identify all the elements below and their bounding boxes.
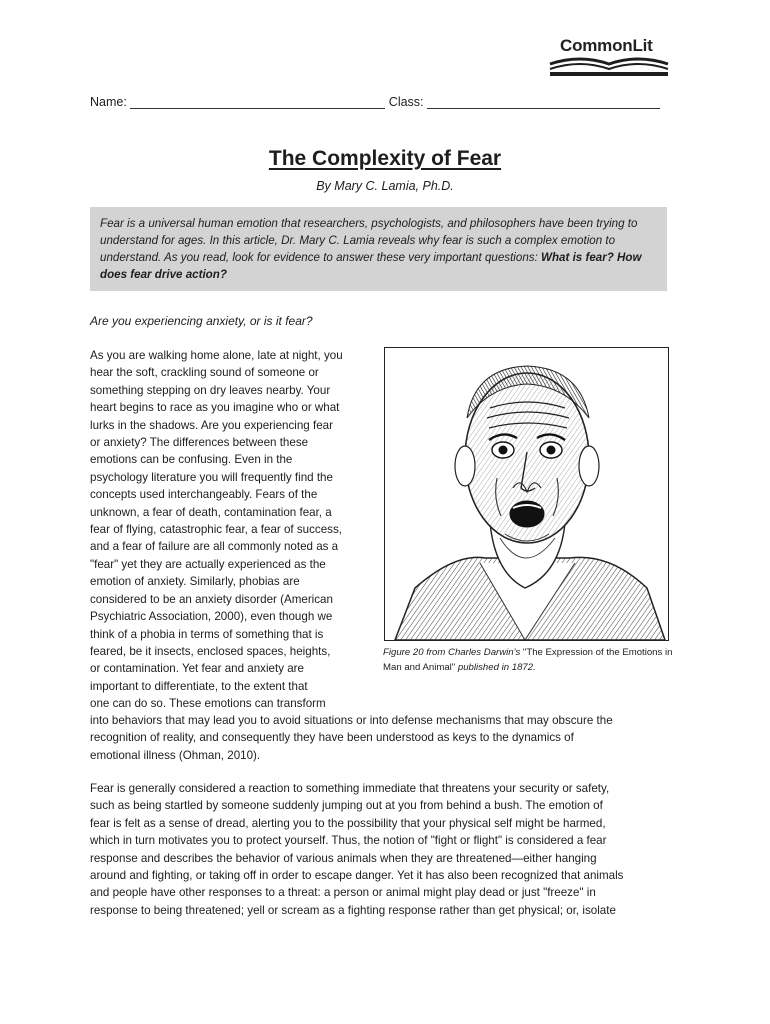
name-field[interactable] xyxy=(130,96,385,109)
text-line: think of a phobia in terms of something that is xyxy=(90,627,324,641)
text-line: into behaviors that may lead you to avoid situations or into defense mechanisms that may obscure the xyxy=(90,714,613,727)
text-line: emotions can be confusing. Even in the xyxy=(90,453,293,467)
text-line: heart begins to race as you imagine who or what xyxy=(90,401,340,415)
text-line: fear is felt as a sense of dread, alerting you to the possibility that your physical self might be harmed, xyxy=(90,816,606,830)
text-line: one can do so. These emotions can transform xyxy=(90,697,326,711)
caption-suffix: published in 1872. xyxy=(455,662,536,673)
intro-box xyxy=(90,207,667,291)
text-line: considered to be an anxiety disorder (American xyxy=(90,592,333,606)
text-line: Psychiatric Association, 2000), even though we xyxy=(90,610,333,624)
text-line: such as being startled by someone suddenly jumping out at you from behind a bush. The emotion of xyxy=(90,799,603,813)
text-line: As you are walking home alone, late at night, you xyxy=(90,349,343,362)
intro-text: Fear is a universal human emotion that researchers, psychologists, and philosophers have been trying to understand for ages. In this article, Dr. Mary C. Lamia reveals why fear is such a complex emotion to understand. As you read, look for evidence to answer these very important questions: xyxy=(100,217,638,264)
caption-prefix: Figure 20 from Charles Darwin's xyxy=(383,647,521,658)
darwin-figure-image xyxy=(384,347,669,641)
paragraph-1-wrapped xyxy=(90,347,368,713)
text-line: and people have other responses to a threat: a person or animal might play dead or just "freeze" in xyxy=(90,886,596,900)
text-line: Fear is generally considered a reaction to something immediate that threatens your security or safety, xyxy=(90,782,610,795)
text-line: lurks in the shadows. Are you experiencing fear xyxy=(90,418,333,432)
paragraph-2 xyxy=(90,780,680,919)
text-line: emotion of anxiety. Similarly, phobias are xyxy=(90,575,300,589)
text-line: "fear" yet they are actually experienced as the xyxy=(90,557,326,571)
open-book-icon xyxy=(546,56,672,78)
figure-caption xyxy=(383,645,673,675)
section-subhead: Are you experiencing anxiety, or is it fear? xyxy=(90,314,313,328)
fearful-face-engraving xyxy=(385,348,668,640)
text-line: or contamination. Yet fear and anxiety are xyxy=(90,662,304,676)
text-line: hear the soft, crackling sound of someone or xyxy=(90,366,319,380)
name-class-row xyxy=(90,95,670,109)
text-line: which in turn motivates you to protect yourself. Thus, the notion of "fight or flight" is considered a fear xyxy=(90,834,607,848)
text-line: something stepping on dry leaves nearby. Your xyxy=(90,383,331,397)
intro-questions: What is fear? How does fear drive action? xyxy=(100,251,642,281)
text-line: response and describes the behavior of various animals when they are threatened—either hanging xyxy=(90,851,597,865)
commonlit-logo xyxy=(546,36,676,80)
class-label: Class: xyxy=(388,95,424,109)
text-line: or anxiety? The differences between these xyxy=(90,436,309,450)
text-line: around and fighting, or taking off in order to escape danger. Yet it has also been recognized that animals xyxy=(90,869,624,883)
paragraph-1-continuation xyxy=(90,712,680,764)
text-line: feared, be it insects, enclosed spaces, heights, xyxy=(90,644,331,658)
class-field[interactable] xyxy=(427,96,660,109)
text-line: psychology literature you will frequently find the xyxy=(90,470,333,484)
article-title: The Complexity of Fear xyxy=(268,147,502,170)
text-line: important to differentiate, to the extent that xyxy=(90,679,308,693)
text-line: and a fear of failure are all commonly noted as a xyxy=(90,540,339,554)
text-line: fear of flying, catastrophic fear, a fear of success, xyxy=(90,523,342,537)
logo-text: CommonLit xyxy=(560,36,653,55)
text-line: unknown, a fear of death, contamination fear, a xyxy=(90,505,332,519)
text-line: concepts used interchangeably. Fears of the xyxy=(90,488,318,502)
byline: By Mary C. Lamia, Ph.D. xyxy=(316,179,454,193)
text-line: emotional illness (Ohman, 2010). xyxy=(90,748,261,762)
text-line: response to being threatened; yell or scream as a fighting response rather than get physical; or, isolate xyxy=(90,903,616,917)
name-label: Name: xyxy=(90,95,127,109)
text-line: recognition of reality, and consequently they have been understood as keys to the dynamics of xyxy=(90,731,574,745)
caption-book-title: "The Expression of the Emotions in Man and Animal" xyxy=(383,647,673,673)
